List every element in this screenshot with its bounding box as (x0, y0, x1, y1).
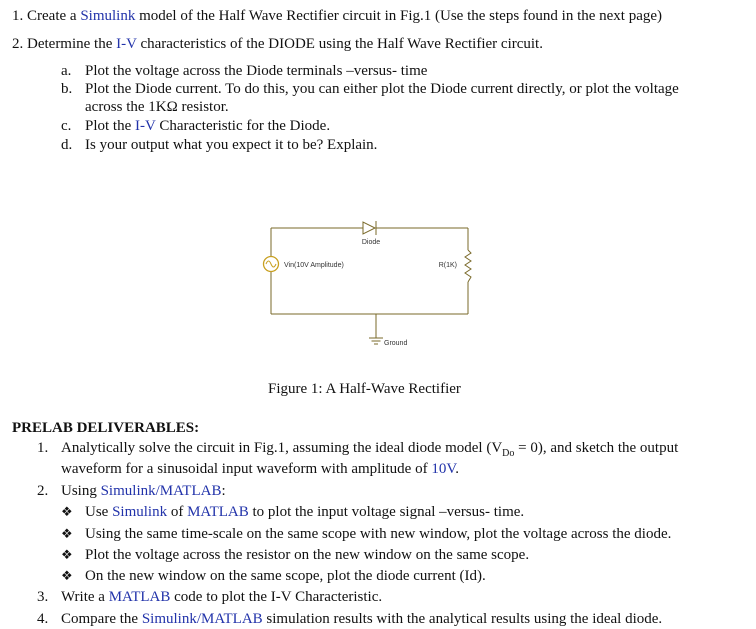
resistor-label: R(1K) (438, 262, 457, 269)
prelab-item-1-line-2 (61, 460, 459, 478)
task-number: 2. (12, 36, 24, 52)
task-text: Plot the (85, 118, 136, 134)
item-text: Use (85, 504, 113, 520)
item-text: . (455, 461, 459, 477)
item-text: waveform for a sinusoidal input waveform with amplitude of (61, 461, 432, 477)
item-text: code to plot the I-V Characteristic. (170, 589, 383, 605)
subtask-b (61, 80, 72, 98)
task-text: Determine the (27, 36, 117, 52)
subscript: Do (502, 448, 515, 459)
resistor-symbol (465, 250, 471, 282)
task-text: characteristics of the DIODE using the Half Wave Rectifier circuit. (136, 36, 543, 52)
prelab-item-2-number: 2. (37, 483, 49, 499)
subtask-letter: b. (61, 81, 73, 97)
subtask-c (61, 117, 71, 135)
iv-term: I-V (116, 36, 137, 52)
iv-term: I-V (135, 118, 156, 134)
simulink-matlab-term: Simulink/MATLAB (100, 483, 222, 499)
subtask-b-text-1: Plot the Diode current. To do this, you can either plot the Diode current directly, or plot the voltage (85, 81, 679, 97)
figure-caption: Figure 1: A Half-Wave Rectifier (268, 381, 461, 397)
item-text: Using (61, 483, 101, 499)
bullet-2: Using the same time-scale on the same scope with new window, plot the voltage across the diode. (85, 526, 672, 542)
item-text: Write a (61, 589, 109, 605)
prelab-heading: PRELAB DELIVERABLES: (12, 420, 200, 436)
amplitude-term: 10V (431, 461, 456, 477)
bullet-icon: ❖ (61, 547, 73, 562)
prelab-item-3 (61, 588, 382, 606)
task-text: Characteristic for the Diode. (155, 118, 331, 134)
item-text: of (167, 504, 188, 520)
task-1 (12, 7, 662, 25)
item-text: simulation results with the analytical results using the ideal diode. (262, 611, 663, 627)
bullet-icon: ❖ (61, 504, 73, 519)
subtask-d-text: Is your output what you expect it to be? Explain. (85, 137, 378, 153)
source-label: Vin(10V Amplitude) (284, 262, 344, 269)
subtask-d (61, 136, 72, 154)
item-text: = 0), and sketch the output (514, 440, 679, 456)
ground-label: Ground (384, 340, 408, 347)
prelab-item-1-number: 1. (37, 440, 49, 456)
diode-label: Diode (361, 239, 381, 246)
bullet-icon: ❖ (61, 526, 73, 541)
prelab-item-4-number: 4. (37, 611, 49, 627)
subtask-letter: c. (61, 118, 72, 134)
bullet-4: On the new window on the same scope, plot the diode current (Id). (85, 568, 486, 584)
subtask-c-text (85, 117, 330, 135)
bullet-icon: ❖ (61, 568, 73, 583)
item-text: Compare the (61, 611, 142, 627)
item-text: to plot the input voltage signal –versus- time. (248, 504, 525, 520)
half-wave-rectifier-circuit (255, 210, 515, 360)
ac-source-symbol (264, 257, 279, 272)
diode-symbol (363, 221, 379, 235)
task-number: 1. (12, 8, 24, 24)
matlab-term: MATLAB (187, 504, 249, 520)
subtask-letter: d. (61, 137, 73, 153)
subtask-letter: a. (61, 63, 72, 79)
simulink-term: Simulink (112, 504, 168, 520)
matlab-term: MATLAB (108, 589, 171, 605)
subtask-a (61, 62, 71, 80)
subtask-b-text-2: across the 1KΩ resistor. (85, 99, 229, 115)
prelab-item-4 (61, 610, 662, 628)
bullet-3: Plot the voltage across the resistor on the new window on the same scope. (85, 547, 530, 563)
prelab-item-2 (61, 482, 226, 500)
bullet-1 (85, 503, 524, 521)
item-text: : (221, 483, 226, 499)
task-2 (12, 35, 543, 53)
task-text: Create a (27, 8, 81, 24)
subtask-a-text: Plot the voltage across the Diode terminals –versus- time (85, 63, 428, 79)
task-text: model of the Half Wave Rectifier circuit in Fig.1 (Use the steps found in the next page) (135, 8, 663, 24)
simulink-term: Simulink (80, 8, 136, 24)
item-text: Analytically solve the circuit in Fig.1, assuming the ideal diode model (V (61, 440, 503, 456)
simulink-matlab-term: Simulink/MATLAB (141, 611, 263, 627)
ground-symbol (369, 338, 383, 344)
prelab-item-3-number: 3. (37, 589, 49, 605)
